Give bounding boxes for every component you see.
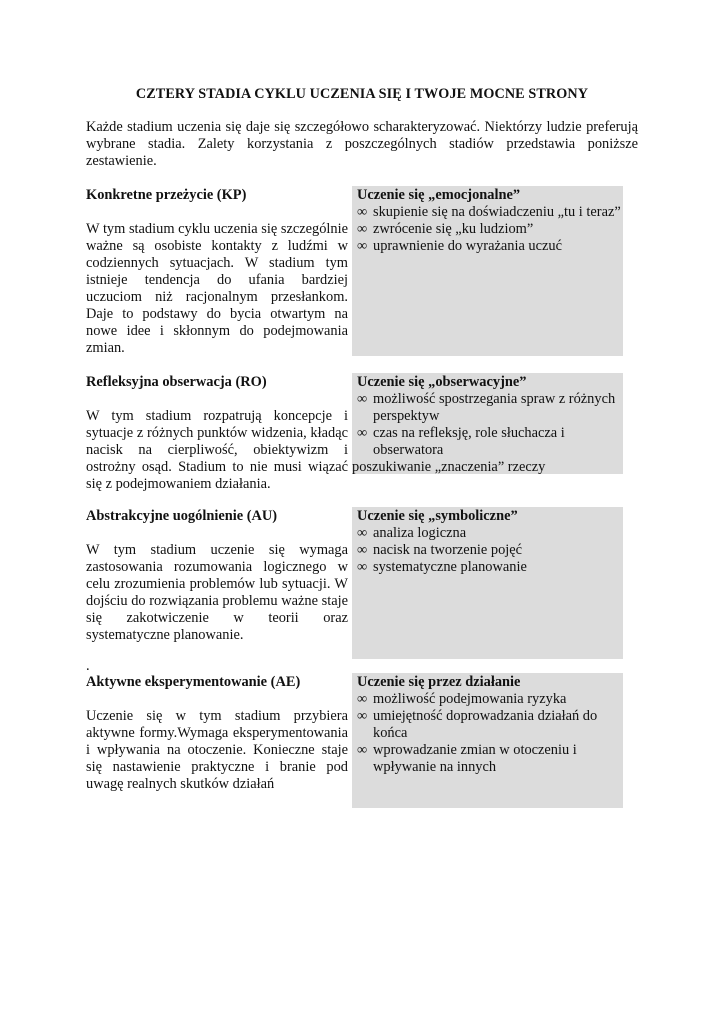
list-item-text: możliwość spostrzegania spraw z różnych perspektyw xyxy=(373,391,616,424)
learning-style-panel xyxy=(352,373,623,474)
list-item xyxy=(357,525,623,542)
learning-style-panel xyxy=(352,186,623,356)
stage-section-au xyxy=(86,507,623,657)
list-item-text: systematyczne planowanie xyxy=(373,559,527,575)
stage-heading: Refleksyjna obserwacja (RO) xyxy=(86,374,267,390)
list-item-text: analiza logiczna xyxy=(373,525,467,541)
list-item xyxy=(357,742,623,776)
benefit-list xyxy=(357,525,623,576)
benefit-list xyxy=(357,391,623,459)
learning-style-panel xyxy=(352,507,623,659)
infinity-bullet-icon: ∞ xyxy=(357,525,368,541)
stage-text: W tym stadium cyklu uczenia się szczególnie ważne są osobiste kontakty z ludźmi w codziennych sytuacjach. W stadium tym istnieje tendencja do ufania bardziej uczuciom niż racjonalnym przesłankom. Daje to podstawy do bycia otwartym na nowe idee i skłonnym do podejmowania zmian. xyxy=(86,221,348,356)
list-item-text: skupienie się na doświadczeniu „tu i teraz” xyxy=(373,204,621,220)
panel-title: Uczenie się przez działanie xyxy=(357,674,521,690)
list-item-text: nacisk na tworzenie pojęć xyxy=(373,542,523,558)
list-item-text: możliwość podejmowania ryzyka xyxy=(373,691,567,707)
learning-style-panel xyxy=(352,673,623,808)
stage-heading: Konkretne przeżycie (KP) xyxy=(86,187,247,203)
panel-title: Uczenie się „obserwacyjne” xyxy=(357,374,527,390)
panel-title: Uczenie się „emocjonalne” xyxy=(357,187,521,203)
infinity-bullet-icon: ∞ xyxy=(357,238,368,254)
list-item xyxy=(357,391,623,425)
list-item xyxy=(357,204,623,221)
list-item xyxy=(357,238,623,255)
stray-period: . xyxy=(86,658,90,674)
panel-title: Uczenie się „symboliczne” xyxy=(357,508,518,524)
infinity-bullet-icon: ∞ xyxy=(357,391,368,407)
list-item-text: czas na refleksję, role słuchacza i obserwatora xyxy=(373,425,565,458)
list-item-text: wprowadzanie zmian w otoczeniu i wpływanie na innych xyxy=(373,742,577,775)
panel-extra-line: poszukiwanie „znaczenia” rzeczy xyxy=(352,459,546,475)
list-item xyxy=(357,691,623,708)
stage-section-ae xyxy=(86,673,623,808)
infinity-bullet-icon: ∞ xyxy=(357,708,368,724)
intro-paragraph: Każde stadium uczenia się daje się szczegółowo scharakteryzować. Niektórzy ludzie preferują wybrane stadia. Zalety korzystania z poszczególnych stadiów przedstawia poniższe zestawienie. xyxy=(86,119,638,169)
list-item xyxy=(357,221,623,238)
list-item-text: umiejętność doprowadzania działań do końca xyxy=(373,708,598,741)
stage-text: W tym stadium uczenie się wymaga zastosowania rozumowania logicznego w celu zrozumienia problemów lub sytuacji. W dojściu do rozwiązania problemu ważne staje się zakotwiczenie w teorii oraz systematyczne planowanie. xyxy=(86,542,348,643)
list-item xyxy=(357,708,623,742)
infinity-bullet-icon: ∞ xyxy=(357,542,368,558)
infinity-bullet-icon: ∞ xyxy=(357,204,368,220)
stage-section-kp xyxy=(86,186,623,356)
list-item xyxy=(357,559,623,576)
infinity-bullet-icon: ∞ xyxy=(357,559,368,575)
list-item xyxy=(357,542,623,559)
infinity-bullet-icon: ∞ xyxy=(357,425,368,441)
infinity-bullet-icon: ∞ xyxy=(357,742,368,758)
benefit-list xyxy=(357,204,623,255)
list-item xyxy=(357,425,623,459)
benefit-list xyxy=(357,691,623,776)
stage-description xyxy=(86,507,348,644)
stage-description xyxy=(86,373,348,493)
stage-description xyxy=(86,673,348,793)
list-item-text: uprawnienie do wyrażania uczuć xyxy=(373,238,562,254)
list-item-text: zwrócenie się „ku ludziom” xyxy=(373,221,534,237)
infinity-bullet-icon: ∞ xyxy=(357,691,368,707)
stage-text: W tym stadium rozpatrują koncepcje i sytuacje z różnych punktów widzenia, kładąc nacisk na cierpliwość, obiektywizm i ostrożny osąd. Stadium to nie musi wiązać się z podejmowaniem działania. xyxy=(86,408,348,492)
stage-description xyxy=(86,186,348,357)
page-title: CZTERY STADIA CYKLU UCZENIA SIĘ I TWOJE MOCNE STRONY xyxy=(135,86,589,102)
stage-text: Uczenie się w tym stadium przybiera aktywne formy.Wymaga eksperymentowania i wpływania na otoczenie. Konieczne staje się nastawienie praktyczne i branie pod uwagę realnych skutków działań xyxy=(86,708,348,792)
infinity-bullet-icon: ∞ xyxy=(357,221,368,237)
stage-heading: Abstrakcyjne uogólnienie (AU) xyxy=(86,508,278,524)
stage-section-ro xyxy=(86,373,623,491)
stage-heading: Aktywne eksperymentowanie (AE) xyxy=(86,674,301,690)
